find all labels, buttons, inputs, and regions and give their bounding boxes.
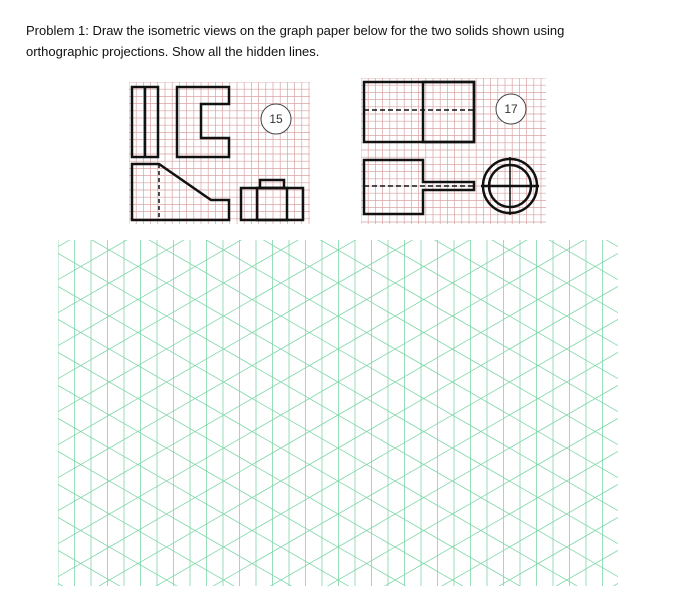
problem-line-2: orthographic projections. Show all the hidden lines. bbox=[26, 44, 320, 59]
isometric-graph-paper[interactable] bbox=[58, 240, 618, 586]
figure-15-label: 15 bbox=[269, 112, 283, 126]
isometric-grid bbox=[58, 240, 618, 586]
orthographic-figure-17 bbox=[361, 78, 546, 224]
problem-line-1: Problem 1: Draw the isometric views on the graph paper below for the two solids shown using bbox=[26, 23, 565, 38]
orthographic-figure-15 bbox=[129, 82, 310, 224]
figure-17-drawing bbox=[361, 78, 546, 224]
figure-17-label: 17 bbox=[504, 102, 518, 116]
figure-15-drawing bbox=[129, 82, 310, 224]
problem-statement bbox=[26, 20, 666, 62]
